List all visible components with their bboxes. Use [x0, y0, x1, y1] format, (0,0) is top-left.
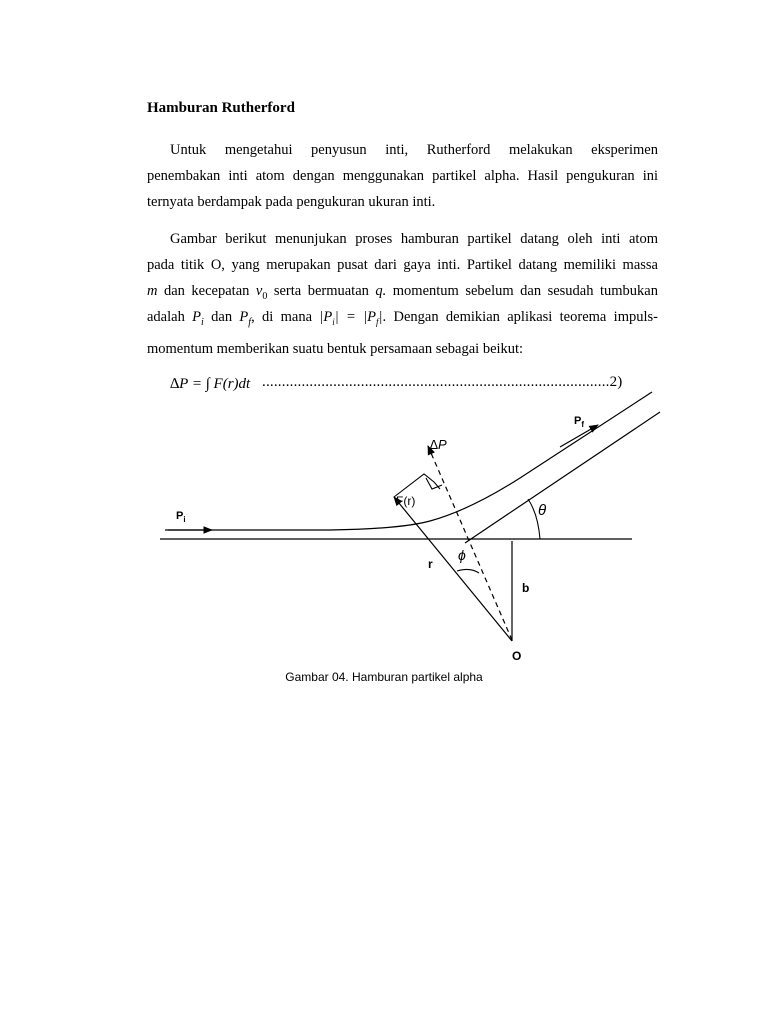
line-4-text-a: adalah	[147, 309, 193, 325]
line-3-text-b: serta bermuatan	[267, 283, 376, 299]
paragraph-2-line-1-text: Gambar berikut menunjukan proses hamburan partikel datang oleh inti atom	[170, 231, 658, 247]
paragraph-1-line-2: penembakan inti atom dengan menggunakan partikel alpha. Hasil pengukuran ini	[147, 168, 658, 184]
paragraph-2-line-2: pada titik O, yang merupakan pusat dari gaya inti. Partikel datang memiliki massa	[147, 257, 658, 273]
phi-label: ϕ	[458, 547, 466, 563]
phi-arc	[457, 569, 479, 573]
pi-subscript: i	[201, 316, 204, 328]
asymptote-line	[465, 412, 660, 543]
magnitude-bar: |	[378, 309, 383, 325]
line-4-text-b: dan	[203, 309, 240, 325]
line-4-text-c: , di mana	[251, 309, 320, 325]
paragraph-1-line-1-text: Untuk mengetahui penyusun inti, Rutherford melakukan eksperimen	[170, 142, 658, 158]
r-label: r	[428, 557, 433, 571]
outgoing-arrow	[560, 425, 598, 447]
origin-label: O	[512, 649, 522, 663]
b-label: b	[522, 581, 530, 595]
particle-trajectory	[165, 392, 652, 530]
pi-label: $P_i$	[176, 510, 186, 524]
line-3-text-a: dan kecepatan	[157, 283, 256, 299]
theta-label: θ	[538, 502, 547, 519]
magnitude-pi-sub: i	[332, 316, 335, 327]
force-label: F(r)	[396, 494, 416, 508]
right-angle-marker	[426, 478, 442, 489]
impulse-equation: ∆P = ∫ F(r)dt	[170, 376, 251, 392]
equation-number-leader: ........................................................................................2)	[262, 374, 623, 390]
velocity-symbol: v	[255, 283, 263, 299]
magnitude-pf-sub: f	[376, 316, 379, 327]
paragraph-1-line-3: ternyata berdampak pada pengukuran ukuran inti.	[147, 194, 436, 210]
paragraph-2-line-5: momentum memberikan suatu bentuk persamaan sebagai beikut:	[147, 341, 524, 357]
pf-symbol: P	[239, 309, 249, 325]
mass-symbol: m	[147, 283, 158, 299]
line-4-text-d: . Dengan demikian aplikasi teorema impuls-	[382, 309, 658, 325]
pi-symbol: P	[192, 309, 202, 325]
delta-p-label: ∆P	[430, 437, 447, 452]
magnitude-pi: |P	[319, 309, 333, 325]
force-vector	[394, 497, 512, 641]
section-heading: Hamburan Rutherford	[147, 100, 295, 116]
line-3-text-c: momentum sebelum dan sesudah tumbukan	[386, 283, 658, 299]
figure-caption: Gambar 04. Hamburan partikel alpha	[285, 670, 483, 684]
delta-p-dashed-line	[428, 446, 512, 640]
pf-label: $P_f$	[574, 415, 585, 429]
velocity-subscript: 0	[262, 290, 268, 302]
magnitude-equals: | = |P	[334, 309, 377, 325]
charge-symbol: q.	[375, 283, 387, 299]
pf-subscript: f	[248, 316, 252, 328]
